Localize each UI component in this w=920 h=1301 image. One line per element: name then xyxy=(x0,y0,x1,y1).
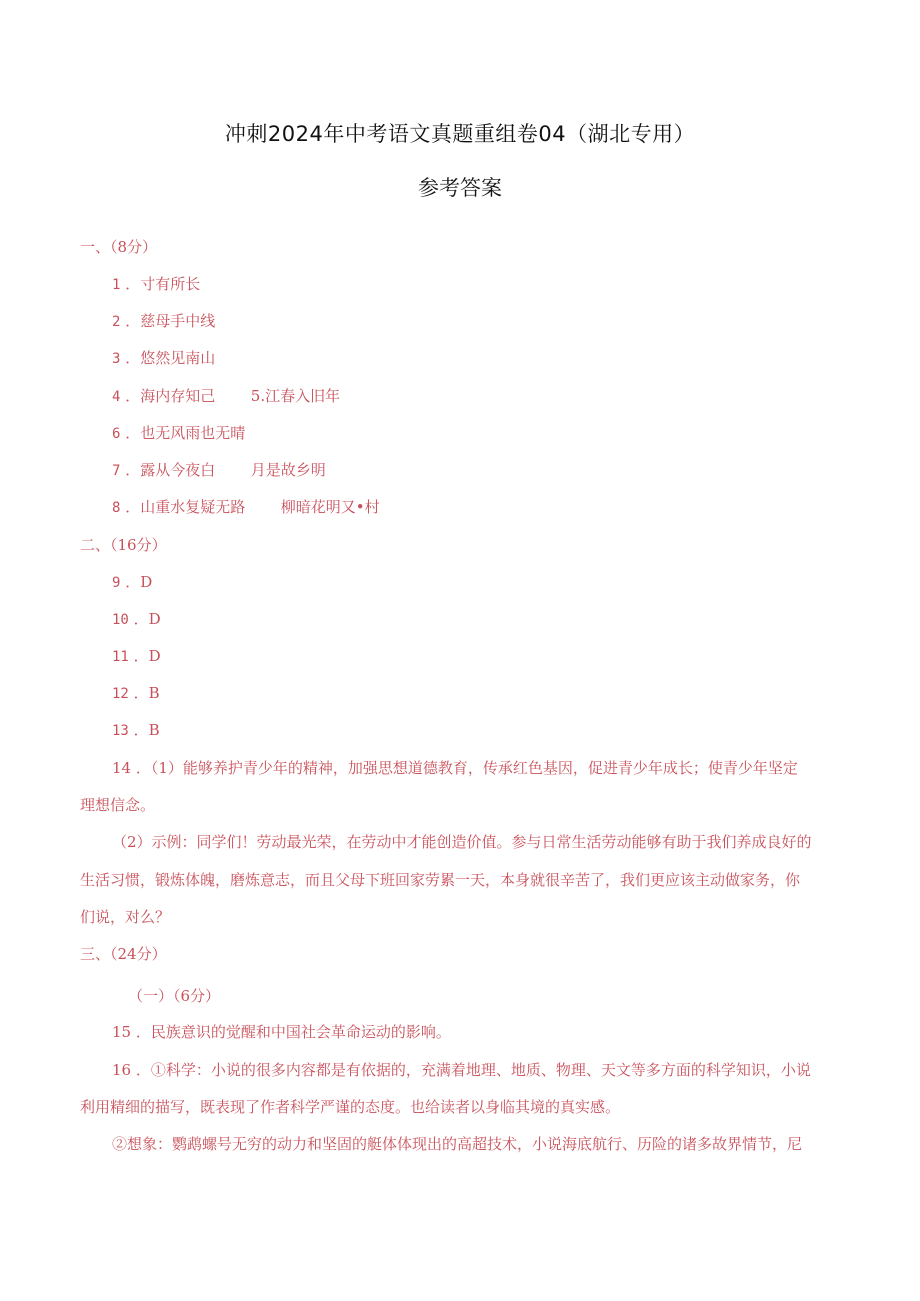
answer-text: ．也无风雨也无晴 xyxy=(125,424,246,442)
answer-number: 4 xyxy=(112,389,121,405)
answer-16-line-3: ②想象：鹦鹉螺号无穷的动力和坚固的艇体体现出的高超技术，小说海底航行、历险的诸多故界情节，尼 xyxy=(112,1135,803,1153)
answer-14-line-2: 理想信念。 xyxy=(80,796,156,814)
answer-text: ．寸有所长 xyxy=(125,275,201,293)
answer-line-3 xyxy=(112,348,215,369)
answer-number: 3 xyxy=(112,351,121,367)
answer-number: 2 xyxy=(112,314,121,330)
answer-16-line-1: 16 ．①科学：小说的很多内容都是有依据的，充满着地理、地质、物理、天文等多方面的科学知识，小说 xyxy=(112,1061,811,1079)
section-heading-2: 二、（16分） xyxy=(80,536,167,554)
answer-line-6 xyxy=(112,423,245,444)
answer-text: 5.江春入旧年 xyxy=(250,387,341,405)
answer-line-2 xyxy=(112,311,215,332)
answer-14-2-line-2: 生活习惯，锻炼体魄，磨炼意志，而且父母下班回家劳累一天，本身就很辛苦了，我们更应该主动做家务，你 xyxy=(80,871,801,889)
answer-line-9 xyxy=(112,572,152,593)
answer-14-line-1: 14 ．（1）能够养护青少年的精神，加强思想道德教育，传承红色基因，促进青少年成长；使青少年坚定 xyxy=(112,759,798,777)
answer-line-10 xyxy=(112,609,161,630)
answer-number: 10 xyxy=(112,612,129,628)
answer-line-13 xyxy=(112,720,160,741)
answer-16-line-2: 利用精细的描写，既表现了作者科学严谨的态度。也给读者以身临其境的真实感。 xyxy=(80,1098,621,1116)
answer-number: 12 xyxy=(112,686,129,702)
answer-number: 9 xyxy=(112,575,121,591)
answer-15-line: 15 ．民族意识的觉醒和中国社会革命运动的影响。 xyxy=(112,1023,451,1041)
answer-number: 13 xyxy=(112,723,129,739)
answer-line-12 xyxy=(112,683,160,704)
section-heading-1: 一、（8分） xyxy=(80,238,158,256)
answer-text: ．悠然见南山 xyxy=(125,349,216,367)
answer-line-4-5 xyxy=(112,386,340,407)
section-heading-3: 三、（24分） xyxy=(80,945,167,963)
answer-number: 6 xyxy=(112,426,121,442)
answer-line-8 xyxy=(112,497,380,518)
subsection-heading-3-1: （一）（6分） xyxy=(128,987,221,1005)
answer-number: 8 xyxy=(112,500,121,516)
answer-text: ．D xyxy=(133,610,161,628)
answer-line-1 xyxy=(112,274,200,295)
answer-text-second: 月是故乡明 xyxy=(250,461,326,479)
answer-14-2-line-1: （2）示例：同学们！劳动最光荣，在劳动中才能创造价值。参与日常生活劳动能够有助于我们养成良好的 xyxy=(112,833,812,851)
document-subtitle: 参考答案 xyxy=(418,176,502,200)
answer-text: ．B xyxy=(133,721,160,739)
answer-text-second: 柳暗花明又•村 xyxy=(280,498,380,516)
answer-text: ．山重水复疑无路 xyxy=(125,498,246,516)
answer-number: 7 xyxy=(112,463,121,479)
answer-number: 1 xyxy=(112,277,121,293)
answer-line-11 xyxy=(112,646,161,667)
answer-line-7 xyxy=(112,460,326,481)
answer-14-2-line-3: 们说，对么？ xyxy=(80,908,171,926)
answer-text: ．D xyxy=(133,647,161,665)
answer-text: ．露从今夜白 xyxy=(125,461,216,479)
answer-text: ．B xyxy=(133,684,160,702)
answer-text: ．D xyxy=(125,573,153,591)
answer-text: ．海内存知己 xyxy=(125,387,216,405)
document-title: 冲刺2024年中考语文真题重组卷04（湖北专用） xyxy=(224,122,696,146)
answer-number: 11 xyxy=(112,649,129,665)
answer-text: ．慈母手中线 xyxy=(125,312,216,330)
